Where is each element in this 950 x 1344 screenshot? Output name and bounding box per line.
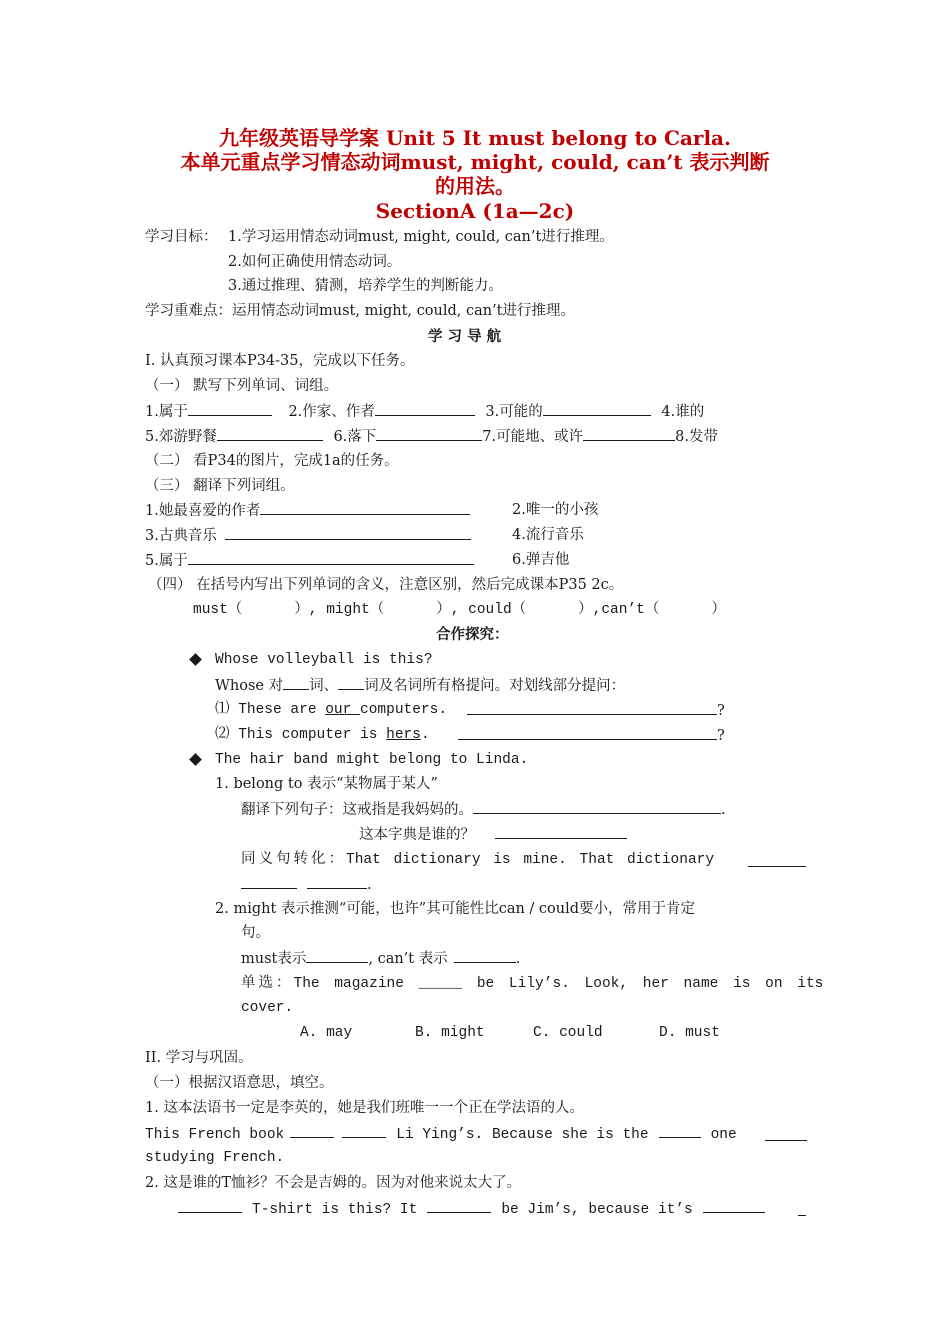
title-line-2: 本单元重点学习情态动词must, might, could, can’t 表示判断 — [180, 150, 770, 174]
s2-blank-4[interactable] — [798, 1200, 806, 1216]
q1-blank-1[interactable] — [283, 674, 309, 690]
b1-trans: 翻译下列句子：这戒指是我妈妈的。 . — [241, 798, 726, 821]
coop-ex1 — [215, 699, 447, 721]
ex1-post: computers. — [360, 702, 448, 718]
b2-choose-label: 单选： — [241, 975, 294, 991]
b1-syn-label: 同义句转化： — [241, 851, 346, 867]
s1-en-a: This French book — [145, 1127, 285, 1143]
part2-sub1: （一）根据汉语意思，填空。 — [145, 1075, 334, 1091]
phrase-5-blank[interactable] — [188, 549, 474, 565]
goal-1: 1.学习运用情态动词must, might, could, can’t进行推理。 — [228, 229, 614, 245]
b1-trans-text: 翻译下列句子：这戒指是我妈妈的。 — [241, 802, 473, 818]
phrase-3-label: 3.古典音乐 — [145, 528, 217, 544]
ex1-underlined: our — [325, 702, 361, 718]
vocab-5-blank[interactable] — [217, 425, 323, 441]
b2-cant-blank[interactable] — [454, 947, 516, 963]
b1-title: 1. belong to 表示“某物属于某人” — [215, 776, 438, 792]
part1-heading: I. 认真预习课本P34-35，完成以下任务。 — [145, 353, 415, 369]
b1-syn-blank-3[interactable] — [307, 873, 367, 889]
vocab-7-label: 7.可能地、或许 — [482, 429, 584, 445]
goals-label: 学习目标： — [145, 229, 218, 245]
s1-en-2: studying French. — [145, 1150, 285, 1166]
phrase-5 — [145, 549, 474, 572]
s2-blank-1[interactable] — [178, 1197, 242, 1213]
coop-heading: 合作探究： — [436, 626, 509, 643]
b1-trans2-blank[interactable] — [495, 823, 627, 839]
s1-blank-3[interactable] — [659, 1122, 701, 1138]
vocab-6-label: 6.落下 — [333, 429, 377, 445]
coop-q1: Whose volleyball is this? — [215, 652, 433, 668]
vocab-row-2 — [145, 425, 718, 448]
modal-cant: ）,can’t（ — [578, 602, 660, 618]
title-line-1: 九年级英语导学案 Unit 5 It must belong to Carla. — [219, 126, 731, 150]
q1-blank-2[interactable] — [338, 674, 364, 690]
phrase-1-blank[interactable] — [260, 499, 470, 515]
vocab-6-blank[interactable] — [376, 425, 482, 441]
s1-en-b: Li Ying’s. Because she is the — [396, 1127, 649, 1143]
part1-sub3: （三） 翻译下列词组。 — [145, 478, 295, 494]
b1-syn-blank-1[interactable] — [748, 851, 806, 867]
vocab-1-blank[interactable] — [188, 400, 272, 416]
vocab-row-1 — [145, 400, 704, 423]
vocab-4-label: 4.谁的 — [661, 404, 705, 420]
nav-heading: 学 习 导 航 — [428, 328, 502, 345]
goal-3: 3.通过推理、猜测，培养学生的判断能力。 — [228, 278, 503, 294]
q1-desc-c: 词及名词所有格提问。对划线部分提问： — [364, 678, 626, 694]
vocab-8-label: 8.发带 — [675, 429, 718, 445]
part2-heading: II. 学习与巩固。 — [145, 1050, 253, 1066]
s2-en-b: be Jim’s, because it’s — [501, 1202, 693, 1218]
vocab-2-blank[interactable] — [375, 400, 475, 416]
b1-trans-blank[interactable] — [473, 798, 721, 814]
phrase-3 — [145, 524, 471, 547]
option-c[interactable]: C. could — [533, 1025, 603, 1041]
b1-syn-blank-2[interactable] — [241, 873, 297, 889]
ex2-underlined: hers — [386, 727, 421, 743]
coop-q1-desc — [215, 674, 625, 697]
option-a[interactable]: A. may — [300, 1025, 353, 1041]
s2-cn: 2. 这是谁的T恤衫？不会是吉姆的。因为对他来说太大了。 — [145, 1175, 522, 1191]
ex1-answer — [467, 699, 725, 722]
b1-trans2-text: 这本字典是谁的？ — [359, 827, 475, 843]
s2-en-a: T-shirt is this? It — [252, 1202, 418, 1218]
b1-trans2 — [359, 823, 627, 846]
vocab-5-label: 5.郊游野餐 — [145, 429, 217, 445]
ex2-qmark: ? — [717, 728, 725, 744]
s1-en-c: one — [710, 1127, 737, 1143]
phrase-2: 2.唯一的小孩 — [512, 502, 599, 518]
vocab-2-label: 2.作家、作者 — [288, 404, 375, 420]
phrase-5-label: 5.属于 — [145, 553, 188, 569]
q1-desc-b: 词、 — [309, 678, 339, 694]
modal-close: ） — [711, 602, 726, 618]
s2-en — [178, 1197, 806, 1221]
coop-q2: The hair band might belong to Linda. — [215, 752, 529, 768]
option-d[interactable]: D. must — [659, 1025, 720, 1041]
title-line-3: 的用法。 — [435, 174, 515, 198]
bullet-diamond-icon — [189, 653, 202, 666]
s1-blank-2[interactable] — [342, 1122, 386, 1138]
b2-choose-2: cover. — [241, 1000, 294, 1016]
s1-blank-1[interactable] — [290, 1122, 334, 1138]
phrase-1 — [145, 499, 470, 522]
option-b[interactable]: B. might — [415, 1025, 485, 1041]
b1-syn-cont: . — [241, 873, 372, 896]
ex2-blank[interactable] — [458, 724, 717, 740]
b2-cant: , can’t 表示 — [368, 951, 448, 967]
key-point: 学习重难点：运用情态动词must, might, could, can’t进行推理。 — [145, 303, 575, 319]
ex2-pre: ⑵ This computer is — [215, 727, 387, 743]
phrase-4: 4.流行音乐 — [512, 527, 584, 543]
phrase-1-label: 1.她最喜爱的作者 — [145, 503, 261, 519]
b1-syn-text: That dictionary is mine. That dictionary — [346, 852, 715, 868]
vocab-1-label: 1.属于 — [145, 404, 188, 420]
vocab-3-blank[interactable] — [543, 400, 651, 416]
modal-meanings — [193, 599, 726, 621]
s2-blank-3[interactable] — [703, 1197, 765, 1213]
b2-must: must表示 — [241, 951, 307, 967]
vocab-3-label: 3.可能的 — [485, 404, 543, 420]
ex2-post: . — [420, 727, 430, 743]
part1-sub1: （一） 默写下列单词、词组。 — [145, 378, 339, 394]
s1-cn: 1. 这本法语书一定是李英的，她是我们班唯一一个正在学法语的人。 — [145, 1100, 584, 1116]
s1-blank-4[interactable] — [765, 1125, 807, 1141]
goal-2: 2.如何正确使用情态动词。 — [228, 254, 402, 270]
coop-ex2 — [215, 724, 430, 746]
modal-could: ）, could（ — [436, 602, 527, 618]
s2-blank-2[interactable] — [427, 1197, 491, 1213]
b2-choose-text: The magazine _____ be Lily’s. Look, her name is on its — [293, 976, 824, 992]
phrase-3-blank[interactable] — [225, 524, 471, 540]
b2-title-2: 句。 — [241, 925, 270, 941]
q1-desc-a: Whose 对 — [215, 678, 284, 694]
b2-title: 2. might 表示推测“可能，也许”其可能性比can / could要小，常用于肯定 — [215, 901, 696, 917]
section-title: SectionA (1a—2c) — [375, 199, 575, 223]
ex2-answer — [458, 724, 725, 747]
vocab-7-blank[interactable] — [583, 425, 675, 441]
s1-en — [145, 1122, 807, 1146]
ex1-pre: ⑴ These are — [215, 702, 326, 718]
ex1-blank[interactable] — [467, 699, 717, 715]
b2-must-cant: must表示 , can’t 表示 . — [241, 947, 520, 970]
bullet-diamond-icon — [189, 753, 202, 766]
b2-choose — [241, 972, 824, 995]
b2-must-blank[interactable] — [306, 947, 368, 963]
ex1-qmark: ? — [717, 703, 725, 719]
part1-sub2: （二） 看P34的图片，完成1a的任务。 — [145, 453, 399, 469]
modal-must: must（ — [193, 602, 243, 618]
b1-syn — [241, 848, 806, 871]
part1-sub4: （四） 在括号内写出下列单词的含义，注意区别，然后完成课本P35 2c。 — [148, 577, 624, 593]
modal-might: ）, might（ — [294, 602, 385, 618]
phrase-6: 6.弹吉他 — [512, 552, 570, 568]
